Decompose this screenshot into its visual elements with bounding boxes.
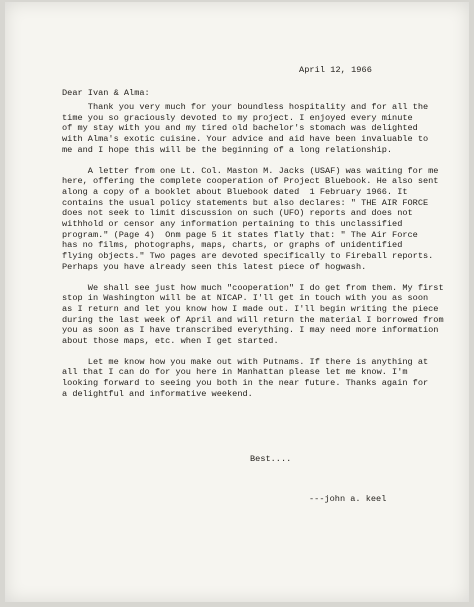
letter-paragraph xyxy=(62,283,452,347)
paragraph-line: contains the usual policy statements but also declares: " THE AIR FORCE xyxy=(62,197,429,208)
paragraph-line: program." (Page 4) Onm page 5 it states flatly that: " The Air Force xyxy=(62,229,418,240)
paragraph-line: me and I hope this will be the beginning of a long relationship. xyxy=(62,144,393,155)
paragraph-line: as I return and let you know how I made out. I'll begin writing the piece xyxy=(62,303,439,314)
paragraph-line: along a copy of a booklet about Bluebook dated 1 February 1966. It xyxy=(62,186,408,197)
letter-paragraph xyxy=(62,166,452,273)
letter-body xyxy=(62,102,452,410)
letter-date: April 12, 1966 xyxy=(299,65,372,75)
letter-paragraph xyxy=(62,357,452,400)
paragraph-line: about those maps, etc. when I get started. xyxy=(62,336,279,347)
paragraph-line: you as soon as I have transcribed everything. I may need more information xyxy=(62,325,439,336)
signature: ---john a. keel xyxy=(309,494,387,504)
paragraph-line: A letter from one Lt. Col. Maston M. Jacks (USAF) was waiting for me xyxy=(62,165,439,176)
paragraph-line: during the last week of April and will return the material I borrowed from xyxy=(62,314,444,325)
paragraph-line: a delightful and informative weekend. xyxy=(62,388,253,399)
paragraph-line: looking forward to seeing you both in the near future. Thanks again for xyxy=(62,378,429,389)
paragraph-line: Let me know how you make out with Putnams. If there is anything at xyxy=(62,356,429,367)
paragraph-line: stop in Washington will be at NICAP. I'll get in touch with you as soon xyxy=(62,293,429,304)
paragraph-line: of my stay with you and my tired old bachelor's stomach was delighted xyxy=(62,123,418,134)
closing: Best.... xyxy=(250,454,292,464)
paragraph-line: has no films, photographs, maps, charts, or graphs of unidentified xyxy=(62,240,403,251)
salutation: Dear Ivan & Alma: xyxy=(62,88,150,98)
paragraph-line: Perhaps you have already seen this latest piece of hogwash. xyxy=(62,261,367,272)
paragraph-line: here, offering the complete cooperation of Project Bluebook. He also sent xyxy=(62,176,439,187)
paragraph-line: withhold or censor any information pertaining to this unclassified xyxy=(62,219,403,230)
letter-paragraph xyxy=(62,102,452,156)
paragraph-line: We shall see just how much "cooperation" I do get from them. My first xyxy=(62,282,444,293)
paragraph-line: Thank you very much for your boundless hospitality and for all the xyxy=(62,102,429,112)
paragraph-line: all that I can do for you here in Manhattan please let me know. I'm xyxy=(62,367,408,378)
letter-page xyxy=(5,2,469,602)
paragraph-line: flying objects." Two pages are devoted specifically to Fireball reports. xyxy=(62,251,434,262)
paragraph-line: with Alma's exotic cuisine. Your advice and aid have been invaluable to xyxy=(62,134,429,145)
paragraph-line: does not seek to limit discussion on such (UFO) reports and does not xyxy=(62,208,413,219)
paragraph-line: time you so graciously devoted to my project. I enjoyed every minute xyxy=(62,112,413,123)
